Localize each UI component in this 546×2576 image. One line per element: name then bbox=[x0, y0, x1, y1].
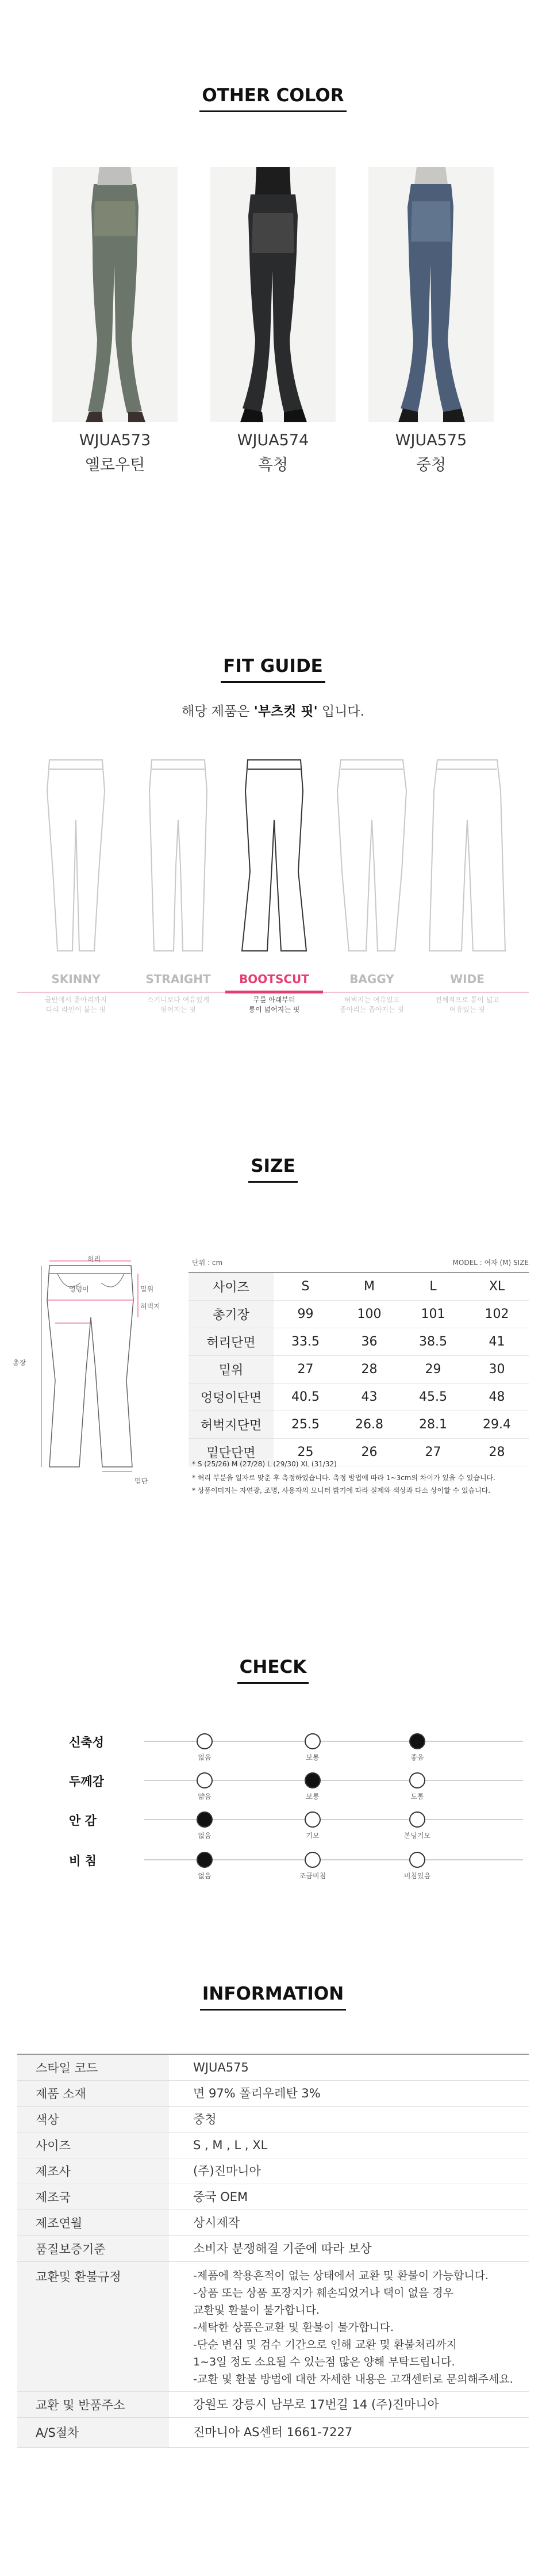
size-header-cell: L bbox=[401, 1272, 465, 1301]
check-option-dot bbox=[305, 1733, 321, 1749]
product-photo-black[interactable] bbox=[210, 167, 336, 422]
fit-note-skinny: 골반에서 종아리까지 다리 라인이 붙는 핏 bbox=[44, 996, 107, 1014]
diagram-label-rise: 밑위 bbox=[140, 1285, 154, 1293]
other-color-code: WJUA575 bbox=[395, 431, 467, 449]
size-title: SIZE bbox=[0, 1156, 546, 1183]
info-key: 제조국 bbox=[17, 2184, 169, 2210]
other-color-title: OTHER COLOR bbox=[0, 85, 546, 112]
size-cell: 25 bbox=[274, 1439, 337, 1466]
info-row bbox=[17, 2210, 529, 2235]
other-color-name: 옐로우틴 bbox=[84, 456, 145, 474]
size-cell: 41 bbox=[465, 1328, 529, 1356]
info-value: S , M , L , XL bbox=[169, 2132, 529, 2158]
info-value: 강원도 강릉시 남부로 17번길 14 (주)진마니아 bbox=[169, 2391, 529, 2417]
info-row bbox=[17, 2054, 529, 2080]
size-cell: 101 bbox=[401, 1301, 465, 1328]
check-option-dot-selected bbox=[409, 1733, 425, 1749]
info-key: 교환및 환불규정 bbox=[17, 2261, 169, 2391]
info-key: 제조사 bbox=[17, 2158, 169, 2184]
size-cell: 29.4 bbox=[465, 1411, 529, 1439]
check-option-caption: 얇음 bbox=[198, 1793, 212, 1801]
check-option-caption: 보통 bbox=[306, 1753, 320, 1761]
diagram-label-thigh: 허벅지 bbox=[140, 1302, 160, 1310]
size-cell: 28 bbox=[465, 1439, 529, 1466]
fit-active-marker bbox=[225, 991, 323, 993]
diagram-label-waist: 허리 bbox=[87, 1255, 101, 1263]
size-cell: 40.5 bbox=[274, 1383, 337, 1411]
check-option-dot bbox=[197, 1772, 213, 1788]
size-cell: 26.8 bbox=[337, 1411, 401, 1439]
size-header-cell: 사이즈 bbox=[189, 1272, 274, 1301]
check-option-caption: 없음 bbox=[198, 1832, 212, 1840]
info-row bbox=[17, 2106, 529, 2132]
check-option-caption: 본딩기모 bbox=[403, 1832, 431, 1840]
size-cell: 27 bbox=[401, 1439, 465, 1466]
info-key: 제품 소재 bbox=[17, 2080, 169, 2106]
check-option-caption: 없음 bbox=[198, 1872, 212, 1880]
size-cell: 45.5 bbox=[401, 1383, 465, 1411]
check-label-lining: 안 감 bbox=[69, 1814, 97, 1828]
bootscut-fit-illustration bbox=[228, 756, 320, 955]
check-option-dot bbox=[409, 1852, 425, 1868]
info-value: 중청 bbox=[169, 2106, 529, 2132]
size-row-label: 허벅지단면 bbox=[189, 1411, 274, 1439]
info-key: A/S절차 bbox=[17, 2417, 169, 2447]
check-option-caption: 조금비침 bbox=[299, 1872, 326, 1880]
product-photo-mid[interactable] bbox=[368, 167, 494, 422]
info-row bbox=[17, 2158, 529, 2184]
other-color-name: 중청 bbox=[416, 456, 447, 474]
size-cell: 38.5 bbox=[401, 1328, 465, 1356]
info-key: 교환 및 반품주소 bbox=[17, 2391, 169, 2417]
size-cell: 99 bbox=[274, 1301, 337, 1328]
fit-guide-title: FIT GUIDE bbox=[0, 656, 546, 683]
check-label-thickness: 두께감 bbox=[69, 1775, 104, 1788]
size-table-row bbox=[189, 1356, 529, 1383]
size-cell: 28.1 bbox=[401, 1411, 465, 1439]
size-cell: 102 bbox=[465, 1301, 529, 1328]
size-note: * 허리 부분을 일자로 맞춘 후 측정하였습니다. 측정 방법에 따라 1~3cm의 차이가 있을 수 있습니다. bbox=[192, 1474, 495, 1482]
size-table-row bbox=[189, 1383, 529, 1411]
information-table bbox=[17, 2054, 529, 2448]
info-value: 면 97% 폴리우레탄 3% bbox=[169, 2080, 529, 2106]
info-row bbox=[17, 2184, 529, 2210]
fit-label-skinny: SKINNY bbox=[51, 972, 101, 986]
info-key: 사이즈 bbox=[17, 2132, 169, 2158]
size-row-label: 총기장 bbox=[189, 1301, 274, 1328]
size-table bbox=[189, 1272, 529, 1466]
model-size: MODEL : 여자 (M) SIZE bbox=[452, 1259, 529, 1267]
size-cell: 48 bbox=[465, 1383, 529, 1411]
info-row bbox=[17, 2132, 529, 2158]
size-table-row bbox=[189, 1301, 529, 1328]
check-option-dot-selected bbox=[197, 1852, 213, 1868]
fit-note-straight: 스키니보다 여유있게 떨어지는 핏 bbox=[147, 996, 210, 1014]
size-cell: 27 bbox=[274, 1356, 337, 1383]
check-option-dot bbox=[409, 1772, 425, 1788]
size-note: * S (25/26) M (27/28) L (29/30) XL (31/32) bbox=[192, 1460, 337, 1468]
size-cell: 25.5 bbox=[274, 1411, 337, 1439]
fit-label-bootscut: BOOTSCUT bbox=[239, 972, 309, 986]
skinny-fit-illustration bbox=[30, 756, 122, 955]
diagram-label-hip: 엉덩이 bbox=[69, 1285, 89, 1293]
size-table-row bbox=[189, 1411, 529, 1439]
check-label-sheerness: 비 침 bbox=[69, 1854, 97, 1868]
size-cell: 26 bbox=[337, 1439, 401, 1466]
size-cell: 100 bbox=[337, 1301, 401, 1328]
info-value: -제품에 착용흔적이 없는 상태에서 교환 및 환불이 가능합니다. -상품 또는 상품 포장지가 훼손되었거나 택이 없을 경우 교환및 환불이 불가합니다. -세탁한 상품은교환 및 환불이 불가합니다. -단순 변심 및 검수 기간으로 인해 교환 및 환불처리까지 1~3일 정도 소요될 수 있는점 많은 양해 부탁드립니다. -교환 및 환불 방법에 대한 자세한 내용은 고객센터로 문의해주세요. bbox=[169, 2261, 529, 2391]
fit-note-wide: 전체적으로 통이 넓고 여유있는 핏 bbox=[435, 996, 499, 1014]
other-color-name: 흑청 bbox=[257, 456, 289, 474]
information-title: INFORMATION bbox=[0, 1983, 546, 2011]
info-key: 제조연월 bbox=[17, 2210, 169, 2235]
fit-note-bootscut: 무릎 아래부터 통이 넓어지는 핏 bbox=[248, 996, 300, 1014]
info-row bbox=[17, 2261, 529, 2391]
size-table-header bbox=[189, 1272, 529, 1301]
fit-guide-description: 해당 제품은 '부츠컷 핏' 입니다. bbox=[182, 704, 364, 719]
info-key: 스타일 코드 bbox=[17, 2054, 169, 2080]
check-option-caption: 보통 bbox=[306, 1793, 320, 1801]
size-row-label: 밑위 bbox=[189, 1356, 274, 1383]
fit-label-baggy: BAGGY bbox=[349, 972, 394, 986]
size-header-cell: XL bbox=[465, 1272, 529, 1301]
size-table-row bbox=[189, 1328, 529, 1356]
check-option-dot bbox=[197, 1733, 213, 1749]
check-option-dot-selected bbox=[305, 1772, 321, 1788]
info-row bbox=[17, 2080, 529, 2106]
baggy-fit-illustration bbox=[326, 756, 418, 955]
size-cell: 33.5 bbox=[274, 1328, 337, 1356]
check-option-dot bbox=[305, 1811, 321, 1828]
other-color-code: WJUA573 bbox=[79, 431, 151, 449]
check-option-caption: 비침있음 bbox=[403, 1872, 431, 1880]
info-value: 진마니아 AS센터 1661-7227 bbox=[169, 2417, 529, 2447]
size-cell: 28 bbox=[337, 1356, 401, 1383]
size-cell: 43 bbox=[337, 1383, 401, 1411]
check-label-stretch: 신축성 bbox=[69, 1736, 104, 1749]
size-row-label: 밑단단면 bbox=[189, 1439, 274, 1466]
info-value: 상시제작 bbox=[169, 2210, 529, 2235]
check-option-caption: 없음 bbox=[198, 1753, 212, 1761]
size-row-label: 엉덩이단면 bbox=[189, 1383, 274, 1411]
check-option-caption: 도톰 bbox=[410, 1793, 424, 1801]
check-option-caption: 좋음 bbox=[410, 1753, 424, 1761]
size-note: * 상품이미지는 자연광, 조명, 사용자의 모니터 밝기에 따라 실제와 색상과 다소 상이할 수 있습니다. bbox=[192, 1486, 491, 1495]
check-option-dot bbox=[305, 1852, 321, 1868]
size-cell: 29 bbox=[401, 1356, 465, 1383]
size-unit: 단위 : cm bbox=[192, 1259, 223, 1267]
straight-fit-illustration bbox=[132, 756, 224, 955]
size-cell: 36 bbox=[337, 1328, 401, 1356]
info-value: 소비자 분쟁해결 기준에 따라 보상 bbox=[169, 2235, 529, 2261]
info-key: 품질보증기준 bbox=[17, 2235, 169, 2261]
size-row-label: 허리단면 bbox=[189, 1328, 274, 1356]
size-header-cell: M bbox=[337, 1272, 401, 1301]
size-header-cell: S bbox=[274, 1272, 337, 1301]
info-value: 중국 OEM bbox=[169, 2184, 529, 2210]
wide-fit-illustration bbox=[421, 756, 513, 955]
fit-note-baggy: 허벅지는 여유있고 종아리는 좁아지는 핏 bbox=[340, 996, 404, 1014]
fit-label-wide: WIDE bbox=[450, 972, 485, 986]
diagram-label-length: 총장 bbox=[13, 1359, 26, 1367]
info-value: WJUA575 bbox=[169, 2054, 529, 2080]
check-option-dot bbox=[409, 1811, 425, 1828]
info-key: 색상 bbox=[17, 2106, 169, 2132]
other-color-code: WJUA574 bbox=[237, 431, 309, 449]
info-row bbox=[17, 2391, 529, 2417]
info-row bbox=[17, 2235, 529, 2261]
diagram-label-hem: 밑단 bbox=[134, 1477, 148, 1485]
info-row bbox=[17, 2417, 529, 2447]
size-cell: 30 bbox=[465, 1356, 529, 1383]
check-title: CHECK bbox=[0, 1657, 546, 1684]
info-value: (주)진마니아 bbox=[169, 2158, 529, 2184]
check-option-dot-selected bbox=[197, 1811, 213, 1828]
fit-label-straight: STRAIGHT bbox=[145, 972, 211, 986]
check-option-caption: 기모 bbox=[306, 1832, 320, 1840]
product-photo-yellow[interactable] bbox=[52, 167, 178, 422]
